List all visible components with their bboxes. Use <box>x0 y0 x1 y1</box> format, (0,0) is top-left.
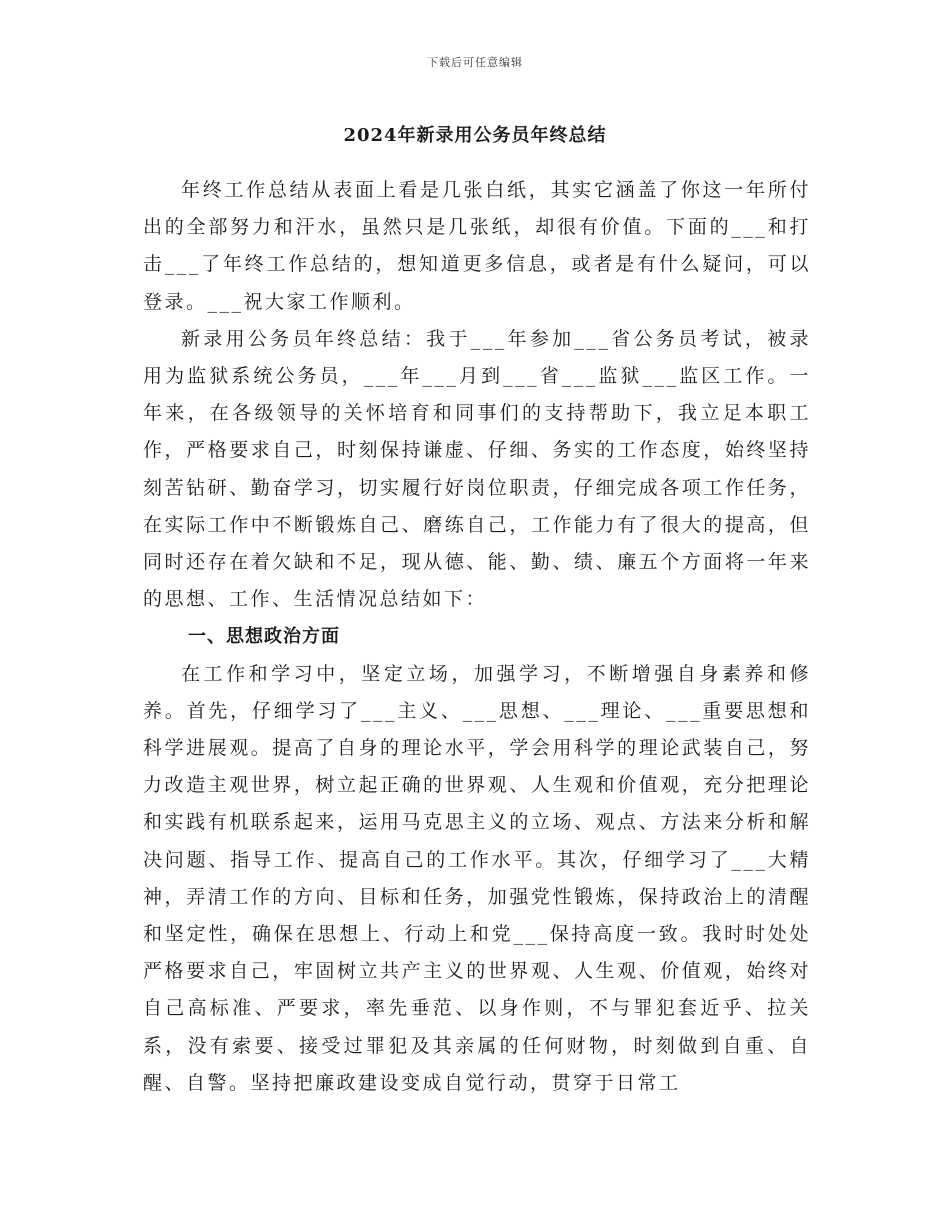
section-heading-politics: 一、思想政治方面 <box>188 626 340 648</box>
intro-paragraph: 年终工作总结从表面上看是几张白纸，其实它涵盖了你这一年所付出的全部努力和汗水，虽然只是几张纸，却很有价值。下面的___和打击___了年终工作总结的，想知道更多信息，或者是有什么疑问，可以登录。___祝大家工作顺利。 <box>143 179 811 313</box>
summary-paragraph: 新录用公务员年终总结：我于___年参加___省公务员考试，被录用为监狱系统公务员，___年___月到___省___监狱___监区工作。一年来，在各级领导的关怀培育和同事们的支持帮助下，我立足本职工作，严格要求自己，时刻保持谦虚、仔细、务实的工作态度，始终坚持刻苦钻研、勤奋学习，切实履行好岗位职责，仔细完成各项工作任务，在实际工作中不断锻炼自己、磨练自己，工作能力有了很大的提高，但同时还存在着欠缺和不足，现从德、能、勤、绩、廉五个方面将一年来的思想、工作、生活情况总结如下： <box>143 327 811 611</box>
section-paragraph-politics: 在工作和学习中，坚定立场，加强学习，不断增强自身素养和修养。首先，仔细学习了___主义、___思想、___理论、___重要思想和科学进展观。提高了自身的理论水平，学会用科学的理论武装自己，努力改造主观世界，树立起正确的世界观、人生观和价值观，充分把理论和实践有机联系起来，运用马克思主义的立场、观点、方法来分析和解决问题、指导工作、提高自己的工作水平。其次，仔细学习了___大精神，弄清工作的方向、目标和任务，加强党性锻炼，保持政治上的清醒和坚定性，确保在思想上、行动上和党___保持高度一致。我时时处处严格要求自己，牢固树立共产主义的世界观、人生观、价值观，始终对自己高标准、严要求，率先垂范、以身作则，不与罪犯套近乎、拉关系，没有索要、接受过罪犯及其亲属的任何财物，时刻做到自重、自醒、自警。坚持把廉政建设变成自觉行动，贯穿于日常工 <box>143 662 811 1094</box>
document-title: 2024年新录用公务员年终总结 <box>343 125 607 146</box>
document-body <box>143 172 811 1102</box>
page-header-note: 下载后可任意编辑 <box>427 56 523 69</box>
